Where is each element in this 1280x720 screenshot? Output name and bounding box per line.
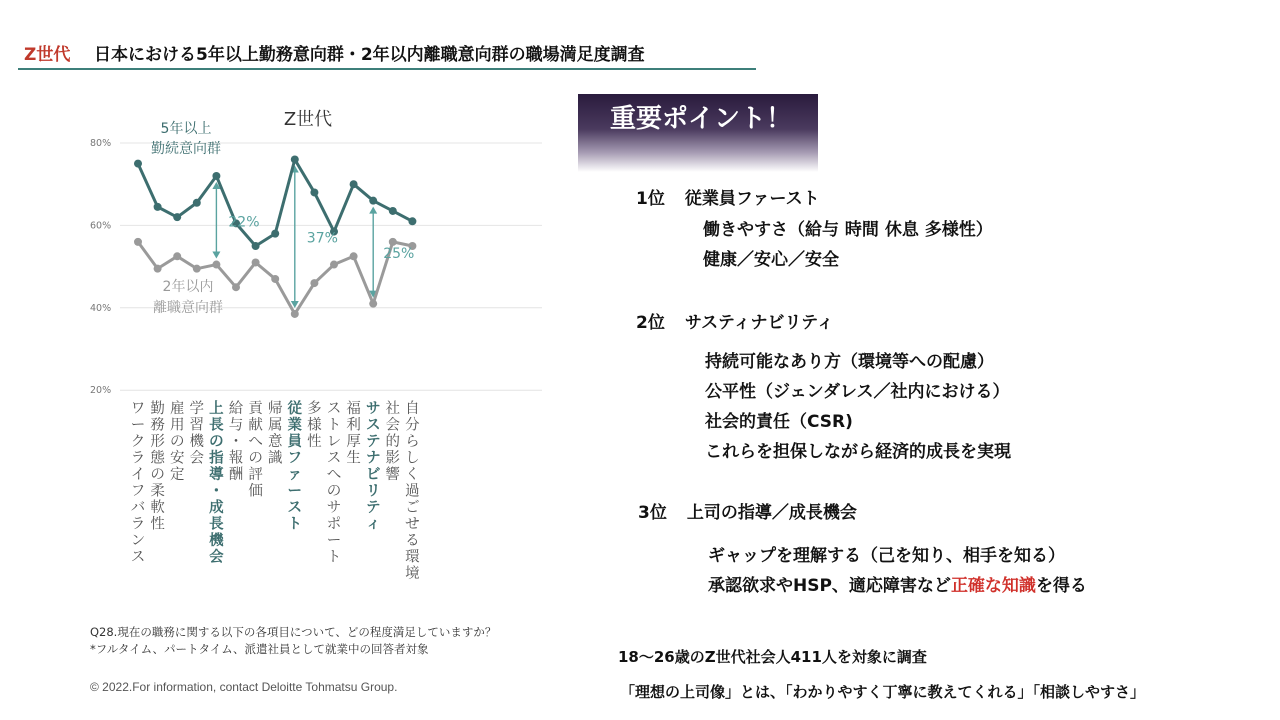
- header-divider: [18, 68, 756, 70]
- category-label: ストレスへのサポート: [326, 401, 342, 566]
- point-1-rank: 1位: [636, 189, 665, 209]
- data-point: [369, 197, 377, 205]
- data-point: [271, 230, 279, 238]
- data-point: [154, 265, 162, 273]
- point-3-line: ギャップを理解する（己を知り、相手を知る）: [708, 546, 1065, 566]
- point-3-line: [708, 571, 1087, 596]
- data-point: [154, 203, 162, 211]
- chart-note-question: Q28.現在の職務に関する以下の各項目について、どの程度満足していますか？: [90, 625, 497, 639]
- data-point: [408, 217, 416, 225]
- point-2-line: 公平性（ジェンダレス／社内における）: [705, 382, 1010, 402]
- point-1-title: 従業員ファースト: [684, 189, 820, 209]
- category-label: 社会的影響: [385, 401, 401, 483]
- point-3-line-tail: を得る: [1035, 576, 1087, 596]
- key-points-banner: [578, 94, 818, 172]
- data-point: [271, 275, 279, 283]
- key-points-title: 重要ポイント！: [610, 104, 793, 134]
- point-1-heading: [636, 184, 820, 209]
- category-label: ワークライフバランス: [130, 401, 146, 566]
- data-point: [389, 238, 397, 246]
- y-tick-label: 80%: [90, 138, 112, 149]
- data-point: [193, 265, 201, 273]
- category-label: 貢献への評価: [248, 401, 263, 500]
- copyright: © 2022.For information, contact Deloitte Tohmatsu Group.: [90, 680, 398, 694]
- series-label: 2年以内: [162, 279, 214, 295]
- data-point: [212, 172, 220, 180]
- category-label: 自分らしく過ごせる環境: [405, 401, 420, 582]
- point-3-rank: 3位: [638, 503, 667, 523]
- series-label: 離職意向群: [153, 300, 223, 316]
- category-label: 上長の指導・成長機会: [209, 401, 224, 566]
- gap-label: 37%: [306, 230, 338, 247]
- y-tick-label: 60%: [90, 220, 112, 232]
- gap-label: 25%: [383, 246, 415, 263]
- chart-note-scope: *フルタイム、パートタイム、派遣社員として就業中の回答者対象: [90, 642, 429, 656]
- gap-label: 22%: [228, 214, 260, 231]
- data-point: [330, 261, 338, 269]
- category-label: 学習機会: [189, 401, 205, 467]
- data-point: [193, 199, 201, 207]
- header-tag: Z世代: [24, 45, 71, 65]
- y-tick-label: 20%: [90, 385, 112, 397]
- category-label: 給与・報酬: [228, 401, 244, 483]
- point-1-line: 健康／安心／安全: [703, 250, 839, 270]
- point-3-emphasis: 正確な知識: [950, 576, 1036, 596]
- category-label: 福利厚生: [346, 401, 361, 467]
- data-point: [310, 279, 318, 287]
- category-label: 雇用の安定: [169, 401, 185, 483]
- data-point: [369, 300, 377, 308]
- data-point: [173, 213, 181, 221]
- chart-canvas: [80, 95, 560, 615]
- point-3-heading: [638, 498, 857, 523]
- chart-note: [90, 624, 496, 658]
- point-2-line: 持続可能なあり方（環境等への配慮）: [705, 352, 994, 372]
- data-point: [350, 180, 358, 188]
- category-label: 帰属意識: [267, 401, 283, 467]
- data-point: [389, 207, 397, 215]
- point-2-line: これらを担保しながら経済的成長を実現: [705, 442, 1011, 462]
- data-point: [310, 188, 318, 196]
- data-point: [212, 261, 220, 269]
- category-label: 従業員ファースト: [287, 401, 303, 533]
- point-1-line: 働きやすさ（給与 時間 休息 多様性）: [703, 220, 993, 240]
- category-label: サステナビリティ: [365, 401, 381, 533]
- category-label: 勤務形態の柔軟性: [150, 401, 165, 533]
- data-point: [134, 238, 142, 246]
- data-point: [291, 310, 299, 318]
- gap-arrow-head: [212, 252, 220, 259]
- point-2-rank: 2位: [636, 313, 665, 333]
- y-tick-label: 40%: [90, 302, 112, 314]
- ideal-boss-quote: 「理想の上司像」とは、「わかりやすく丁寧に教えてくれる」「相談しやすさ」: [620, 683, 1146, 701]
- chart-title: Z世代: [283, 109, 333, 130]
- data-point: [134, 160, 142, 168]
- series-label: 勤続意向群: [151, 141, 221, 157]
- page-title: 日本における5年以上勤務意向群・2年以内離職意向群の職場満足度調査: [94, 45, 645, 65]
- category-label: 多様性: [307, 401, 322, 450]
- data-point: [252, 242, 260, 250]
- point-2-heading: [636, 308, 834, 333]
- point-2-title: サスティナビリティ: [684, 313, 834, 333]
- point-2-line: 社会的責任（CSR): [705, 412, 853, 432]
- data-point: [173, 252, 181, 260]
- data-point: [350, 252, 358, 260]
- data-point: [291, 155, 299, 163]
- line-chart: [80, 95, 560, 615]
- data-point: [252, 258, 260, 266]
- gap-arrow-head: [369, 207, 377, 214]
- survey-note: 18〜26歳のZ世代社会人411人を対象に調査: [618, 648, 927, 666]
- series-label: 5年以上: [160, 121, 212, 137]
- point-3-title: 上司の指導／成長機会: [686, 503, 857, 523]
- point-3-line-text: 承認欲求やHSP、適応障害など: [708, 576, 951, 596]
- data-point: [232, 283, 240, 291]
